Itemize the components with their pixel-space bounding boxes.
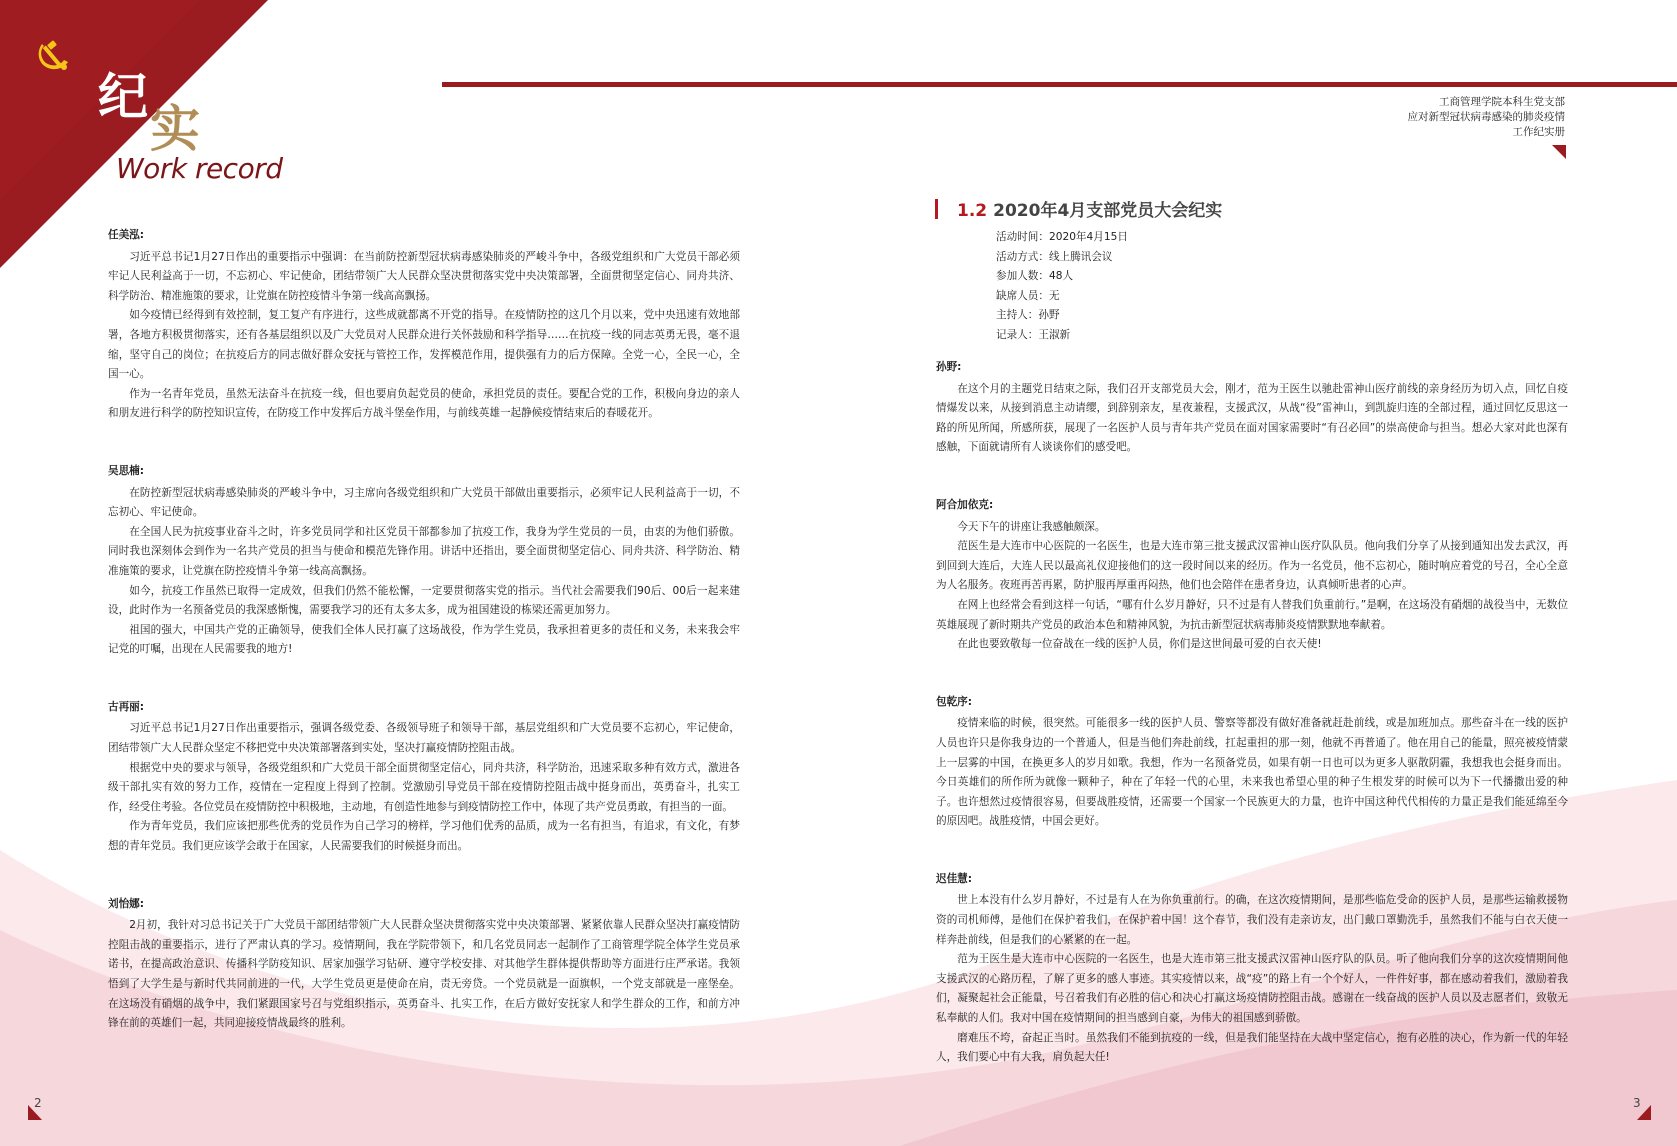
paragraph: 作为青年党员，我们应该把那些优秀的党员作为自己学习的榜样，学习他们优秀的品质，成为一名有担当，有追求，有文化，有梦想的青年党员。我们更应该学会敢于在国家，人民需要我们的时候挺身而出。 [108, 820, 740, 853]
right-section-2 [936, 496, 1568, 655]
paragraph: 在防控新型冠状病毒感染肺炎的严峻斗争中，习主席向各级党组织和广大党员干部做出重要指示，必须牢记人民利益高于一切，不忘初心、牢记使命。 [108, 486, 740, 519]
speaker-name: 孙野: [936, 361, 962, 373]
page-number-right: 3 [1633, 1096, 1641, 1110]
speaker-name: 古再丽: [108, 700, 145, 713]
paragraph: 世上本没有什么岁月静好，不过是有人在为你负重前行。的确，在这次疫情期间，是那些临危受命的医护人员，是那些运输救援物资的司机师傅，是他们在保护着我们，在保护着中国！这个春节，我们没有走亲访友，出门戴口罩勤洗手，虽然我们不能与白衣天使一样奔赴前线，但是我们的心紧紧的在一起。 [936, 894, 1568, 946]
party-emblem-icon [34, 38, 74, 74]
paragraph: 习近平总书记1月27日作出重要指示，强调各级党委、各级领导班子和领导干部，基层党组织和广大党员要不忘初心，牢记使命，团结带领广大人民群众坚定不移把党中央决策部署落到实处，坚决打赢疫情防控阻击战。 [108, 722, 740, 755]
paragraph: 在全国人民为抗疫事业奋斗之时，许多党员同学和社区党员干部都参加了抗疫工作，我身为学生党员的一员，由衷的为他们骄傲。同时我也深刻体会到作为一名共产党员的担当与使命和模范先锋作用。讲话中还指出，要全面贯彻坚定信心、同舟共济、科学防治、精准施策的要求，让党旗在防控疫情斗争第一线高高飘扬。 [108, 525, 740, 577]
left-section-4 [108, 895, 740, 1034]
title-work-record: Work record [116, 152, 283, 185]
paragraph: 根据党中央的要求与领导，各级党组织和广大党员干部全面贯彻坚定信心，同舟共济，科学防治，迅速采取多种有效方式，激进各级干部扎实有效的努力工作，疫情在一定程度上得到了控制。党激励引导党员干部在疫情防控阻击战中挺身而出，英勇奋斗，扎实工作，经受住考验。各位党员在疫情防控中积极地，主动地，有创造性地参与到疫情防控工作中，体现了共产党员勇敢，有担当的一面。 [108, 761, 740, 813]
header-line-2: 应对新型冠状病毒感染的肺炎疫情 [1407, 111, 1565, 123]
info-host: 主持人：孙野 [996, 309, 1060, 321]
left-section-2 [108, 462, 740, 660]
paragraph: 磨难压不垮，奋起正当时。虽然我们不能到抗疫的一线，但是我们能坚持在大战中坚定信心，抱有必胜的决心，作为新一代的年轻人，我们要心中有大我，肩负起大任! [936, 1031, 1568, 1064]
paragraph: 在网上也经常会看到这样一句话，“哪有什么岁月静好，只不过是有人替我们负重前行。”是啊，在这场没有硝烟的战役当中，无数位英雄展现了新时期共产党员的政治本色和精神风貌，为抗击新型冠状病毒肺炎疫情默默地奉献着。 [936, 598, 1568, 631]
speaker-name: 任美泓: [108, 229, 145, 241]
left-section-1 [108, 226, 740, 424]
section-title-text: 2020年4月支部党员大会纪实 [993, 201, 1223, 221]
header-line-3: 工作纪实册 [1512, 126, 1565, 138]
right-column [936, 358, 1568, 1106]
paragraph: 作为一名青年党员，虽然无法奋斗在抗疫一线，但也要肩负起党员的使命，承担党员的责任。要配合党的工作，积极向身边的亲人和朋友进行科学的防控知识宣传，在防疫工作中发挥后方战斗堡垒作用，与前线英雄一起静候疫情结束后的春暖花开。 [108, 387, 740, 420]
paragraph: 2月初，我针对习总书记关于广大党员干部团结带领广大人民群众坚决贯彻落实党中央决策部署、紧紧依靠人民群众坚决打赢疫情防控阻击战的重要指示，进行了严肃认真的学习。疫情期间，我在学院带领下，和几名党员同志一起制作了工商管理学院全体学生党员承诺书，在提高政治意识、传播科学防疫知识、居家加强学习钻研、遵守学校安排、对其他学生群体提供帮助等方面进行庄严承诺。我领悟到了大学生是与新时代共同前进的一代，大学生党员更是使命在肩，责无旁贷。一个党员就是一面旗帜，一个党支部就是一座堡垒。在这场没有硝烟的战争中，我们紧跟国家号召与党组织指示，英勇奋斗、扎实工作，在后方做好安抚家人和学生群众的工作，和前方冲锋在前的英雄们一起，共同迎接疫情战最终的胜利。 [108, 919, 740, 1030]
header-right-block [1408, 95, 1566, 140]
info-count: 参加人数：48人 [996, 270, 1074, 282]
right-section-1 [936, 358, 1568, 458]
right-section-3 [936, 693, 1568, 832]
section-number: 1.2 [957, 201, 988, 221]
info-method: 活动方式：线上腾讯会议 [996, 250, 1113, 263]
paragraph: 范医生是大连市中心医院的一名医生，也是大连市第三批支援武汉雷神山医疗队队员。他向我们分享了从接到通知出发去武汉，再到回到大连后，大连人民以最高礼仪迎接他们的这一段时间以来的经历。作为一名党员，他不忘初心，随时响应着党的号召，全心全意为人名服务。夜班再苦再累，防护服再厚重再闷热，他们也会陪伴在患者身边，认真倾听患者的心声。 [936, 540, 1568, 592]
paragraph: 习近平总书记1月27日作出的重要指示中强调：在当前防控新型冠状病毒感染肺炎的严峻斗争中，各级党组织和广大党员干部必须牢记人民利益高于一切，不忘初心、牢记使命，团结带领广大人民群众坚决贯彻落实党中央决策部署，全面贯彻坚定信心、同舟共济、科学防治、精准施策的要求，让党旗在防控疫情斗争第一线高高飘扬。 [108, 250, 740, 302]
info-time: 活动时间：2020年4月15日 [996, 231, 1128, 243]
paragraph: 范为王医生是大连市中心医院的一名医生，也是大连市第三批支援武汉雷神山医疗队的队员。听了他向我们分享的这次疫情期间他支援武汉的心路历程，了解了更多的感人事迹。其实疫情以来，战“疫”的路上有一个个好人，一件件好事，都在感动着我们，激励着我们，凝聚起社会正能量，号召着我们有必胜的信心和决心打赢这场疫情防控阻击战。感谢在一线奋战的医护人员以及志愿者们，致敬无私奉献的人们。我对中国在疫情期间的担当感到自豪，为伟大的祖国感到骄傲。 [936, 953, 1568, 1025]
info-absent: 缺席人员：无 [996, 289, 1060, 302]
paragraph: 祖国的强大，中国共产党的正确领导，使我们全体人民打赢了这场战役，作为学生党员，我承担着更多的责任和义务，未来我会牢记党的叮嘱，出现在人民需要我的地方! [108, 623, 740, 656]
paragraph: 在此也要致敬每一位奋战在一线的医护人员，你们是这世间最可爱的白衣天使! [957, 638, 1322, 651]
speaker-name: 吴思楠: [108, 464, 145, 477]
title-ji: 纪 [98, 68, 148, 126]
header-line-1: 工商管理学院本科生党支部 [1439, 96, 1565, 108]
section-title-bar [935, 199, 938, 219]
speaker-name: 包乾序: [936, 695, 973, 708]
paragraph: 疫情来临的时候，很突然。可能很多一线的医护人员、警察等都没有做好准备就赶赴前线，或是加班加点。那些奋斗在一线的医护人员也许只是你我身边的一个普通人，但是当他们奔赴前线，扛起重担的那一刻，他就不再普通了。他在用自己的能量，照亮被疫情蒙上一层雾的中国，在换更多人的岁月如歌。我想，作为一名预备党员，如果有朝一日也可以为更多人驱散阴霾，我想我也会挺身而出。今日英雄们的所作所为就像一颗种子，种在了年轻一代的心里，未来我也希望心里的种子生根发芽的时候可以为下一代播撒出爱的种子。也许想然过疫情很容易，但要战胜疫情，还需要一个国家一个民族更大的力量，也许中国这种代代相传的力量正是我们能延绵至今的原因吧。战胜疫情，中国会更好。 [936, 717, 1568, 828]
right-section-4 [936, 870, 1568, 1068]
paragraph: 在这个月的主题党日结束之际，我们召开支部党员大会，刚才，范为王医生以驰赴雷神山医疗前线的亲身经历为切入点，回忆自疫情爆发以来，从接到消息主动请缨，到辞别亲友，星夜兼程，支援武汉，从战“役”雷神山，到凯旋归连的全部过程，通过回忆反思这一路的所见所闻，所感所获，展现了一名医护人员与青年共产党员在面对国家需要时“有召必回”的崇高使命与担当。想必大家对此也深有感触，下面就请所有人谈谈你们的感受吧。 [936, 382, 1568, 454]
left-column [108, 226, 740, 1072]
speaker-name: 刘怡娜: [108, 897, 145, 910]
info-recorder: 记录人：王淑新 [996, 328, 1071, 341]
paragraph: 今天下午的讲座让我感触颇深。 [957, 520, 1106, 533]
page-number-left: 2 [34, 1096, 42, 1110]
activity-info [996, 228, 1128, 345]
paragraph: 如今疫情已经得到有效控制，复工复产有序进行，这些成就都离不开党的指导。在疫情防控的这几个月以来，党中央迅速有效地部署，各地方积极贯彻落实，还有各基层组织以及广大党员对人民群众进行关怀鼓励和科学指导……在抗疫一线的同志英勇无畏，毫不退缩，坚守自己的岗位；在抗疫后方的同志做好群众安抚与管控工作，发挥模范作用，提供强有力的后方保障。全党一心，全民一心，全国一心。 [108, 309, 740, 381]
section-title [957, 196, 1222, 221]
speaker-name: 阿合加依克: [936, 498, 994, 511]
paragraph: 如今，抗疫工作虽然已取得一定成效，但我们仍然不能松懈，一定要贯彻落实党的指示。当代社会需要我们90后、00后一起来建设，此时作为一名预备党员的我深感惭愧，需要我学习的还有太多太多，成为祖国建设的栋梁还需更加努力。 [108, 584, 740, 617]
left-section-3 [108, 698, 740, 857]
speaker-name: 迟佳慧: [936, 872, 973, 885]
title-shi: 实 [150, 100, 200, 158]
